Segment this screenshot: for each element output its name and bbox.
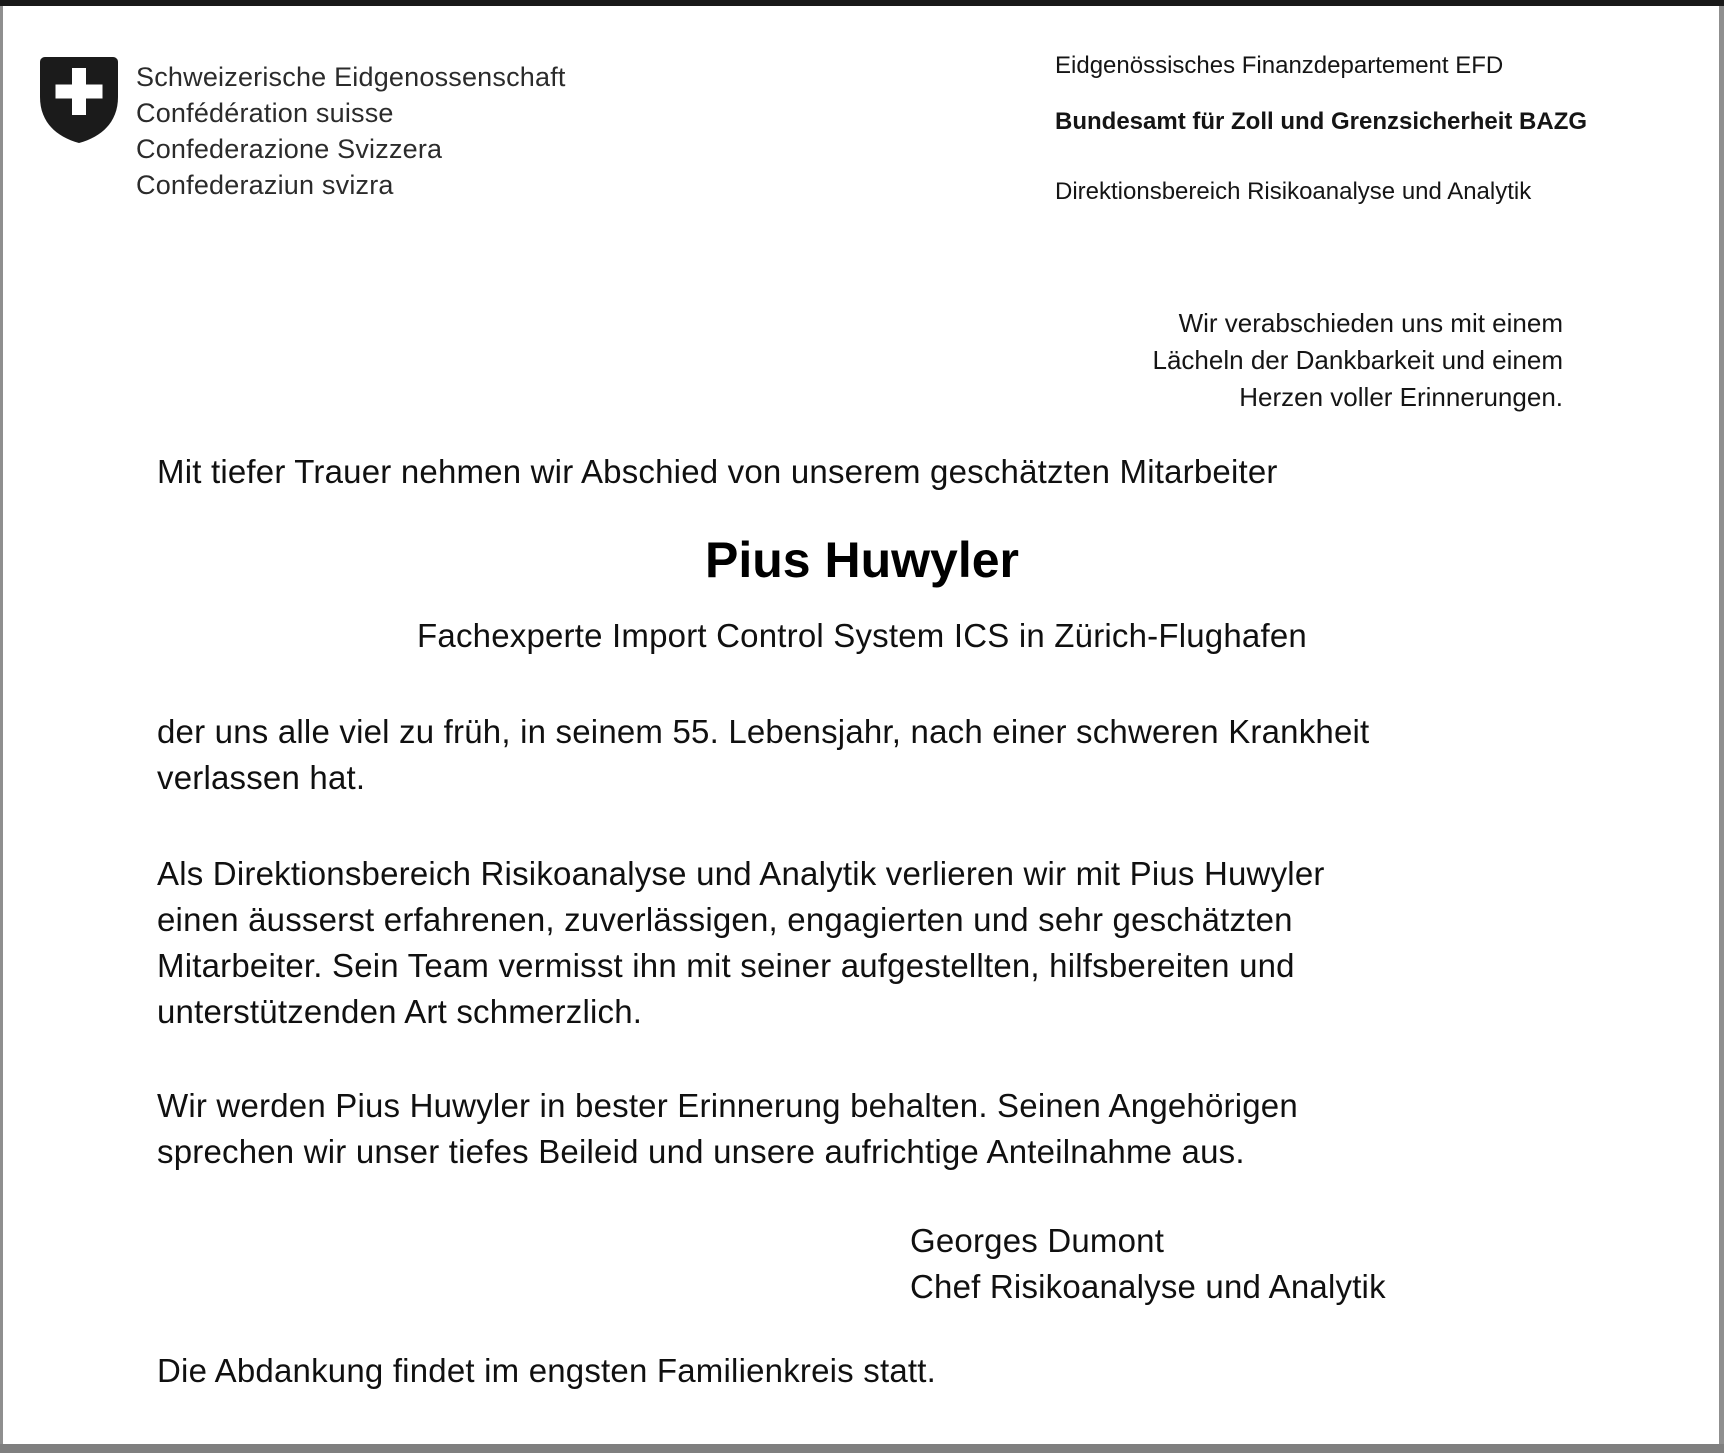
- text-line: unterstützenden Art schmerzlich.: [157, 993, 643, 1030]
- confederation-wordmark: [136, 57, 566, 203]
- intro-line: Mit tiefer Trauer nehmen wir Abschied von unserem geschätzten Mitarbeiter: [157, 453, 1278, 490]
- epigraph-quote: [1153, 305, 1563, 416]
- signature-name: Georges Dumont: [910, 1222, 1165, 1259]
- swiss-confederation-logo: [40, 57, 566, 203]
- deceased-name: Pius Huwyler: [705, 532, 1019, 588]
- paragraph-tribute: [157, 851, 1325, 1035]
- text-line: Confederaziun svizra: [136, 170, 394, 200]
- paragraph-condolence: [157, 1083, 1298, 1175]
- paragraph-passing: [157, 709, 1369, 801]
- signature-title: Chef Risikoanalyse und Analytik: [910, 1268, 1386, 1305]
- deceased-role: Fachexperte Import Control System ICS in Zürich-Flughafen: [417, 617, 1307, 654]
- text-line: Herzen voller Erinnerungen.: [1239, 382, 1563, 412]
- text-line: Confederazione Svizzera: [136, 134, 443, 164]
- scan-border-top: [0, 0, 1724, 6]
- scan-border-left: [0, 6, 3, 1453]
- text-line: Mitarbeiter. Sein Team vermisst ihn mit seiner aufgestellten, hilfsbereiten und: [157, 947, 1295, 984]
- text-line: Als Direktionsbereich Risikoanalyse und Analytik verlieren wir mit Pius Huwyler: [157, 855, 1325, 892]
- text-line: Schweizerische Eidgenossenschaft: [136, 62, 566, 92]
- text-line: sprechen wir unser tiefes Beileid und unsere aufrichtige Anteilnahme aus.: [157, 1133, 1245, 1170]
- swiss-cross-shield-icon: [40, 57, 118, 143]
- signature-block: [910, 1218, 1386, 1310]
- letterhead: [1055, 52, 1587, 206]
- text-line: einen äusserst erfahrenen, zuverlässigen, engagierten und sehr geschätzten: [157, 901, 1293, 938]
- letterhead-department: Eidgenössisches Finanzdepartement EFD: [1055, 52, 1504, 79]
- letterhead-division: Direktionsbereich Risikoanalyse und Analytik: [1055, 178, 1532, 205]
- text-line: Wir verabschieden uns mit einem: [1178, 308, 1563, 338]
- scan-border-bottom: [0, 1444, 1724, 1453]
- text-line: Wir werden Pius Huwyler in bester Erinnerung behalten. Seinen Angehörigen: [157, 1087, 1298, 1124]
- text-line: Confédération suisse: [136, 98, 394, 128]
- text-line: verlassen hat.: [157, 759, 366, 796]
- closing-line: Die Abdankung findet im engsten Familienkreis statt.: [157, 1352, 936, 1389]
- text-line: Lächeln der Dankbarkeit und einem: [1152, 345, 1563, 375]
- scan-border-right: [1719, 6, 1724, 1453]
- text-line: der uns alle viel zu früh, in seinem 55. Lebensjahr, nach einer schweren Krankheit: [157, 713, 1370, 750]
- letterhead-office: Bundesamt für Zoll und Grenzsicherheit BAZG: [1055, 108, 1588, 135]
